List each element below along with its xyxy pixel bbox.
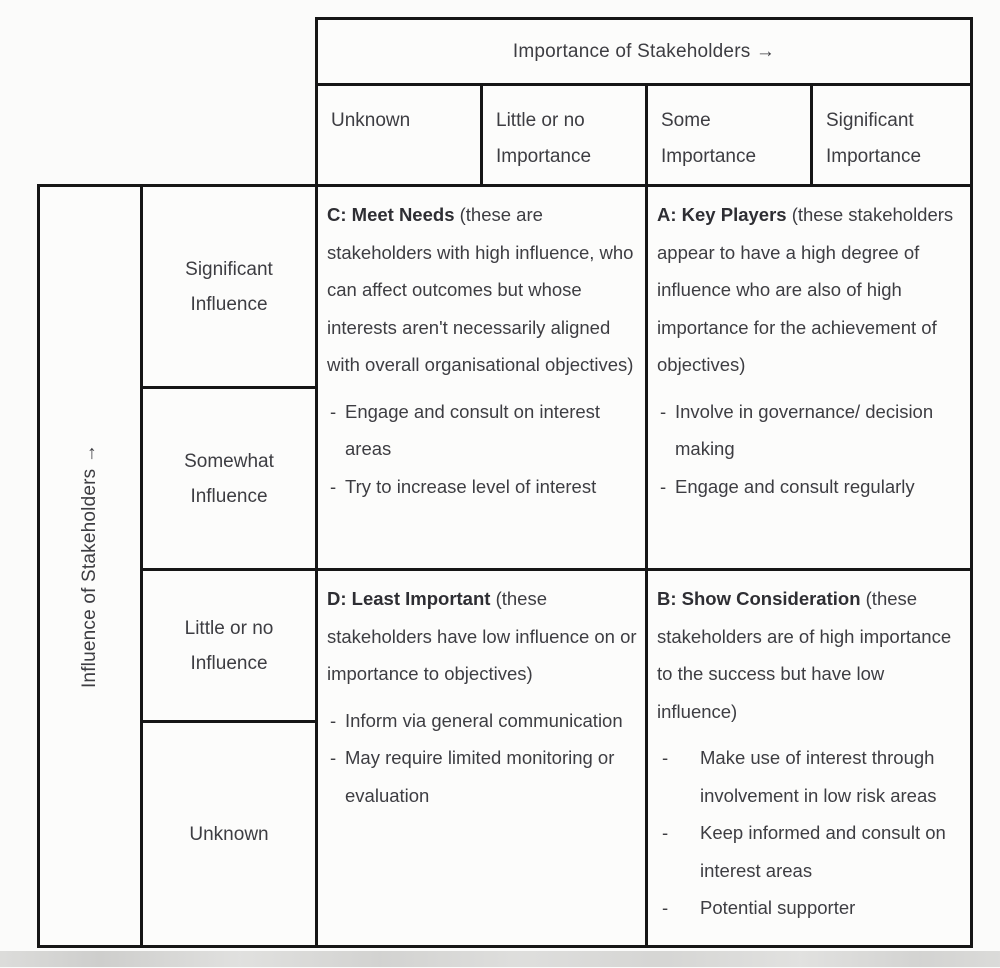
quadrant-d-title: D: Least Important xyxy=(327,588,491,609)
bullet-item xyxy=(327,468,637,506)
influence-axis-label: Influence of Stakeholders → xyxy=(79,443,101,689)
bullet-text: Inform via general communication xyxy=(345,709,623,731)
bullet-dash: - xyxy=(660,475,667,497)
quadrant-b-description: (these stakeholders are of high importance to the success but have low influence) xyxy=(657,588,952,722)
column-header-little-or-no-importance: Little or no Importance xyxy=(480,83,648,187)
bullet-dash: - xyxy=(660,400,667,422)
quadrant-c-text xyxy=(327,196,637,384)
bullet-text: May require limited monitoring or evaluation xyxy=(345,747,615,806)
quadrant-b-text xyxy=(657,580,962,730)
importance-axis-header: Importance of Stakeholders → xyxy=(315,17,973,86)
column-header-significant-importance: Significant Importance xyxy=(810,83,973,187)
quadrant-c-description: (these are stakeholders with high influence, who can affect outcomes but whose interests aren't necessarily aligned with overall organisational objectives) xyxy=(327,204,634,375)
bullet-text: Keep informed and consult on interest areas xyxy=(700,822,946,881)
bullet-item xyxy=(657,468,962,506)
quadrant-a-text xyxy=(657,196,962,384)
bullet-item xyxy=(327,702,637,740)
bullet-dash: - xyxy=(662,897,669,918)
quadrant-d-description: (these stakeholders have low influence on or importance to objectives) xyxy=(327,588,637,684)
bullet-dash: - xyxy=(330,709,337,731)
quadrant-b-bullets xyxy=(657,739,962,927)
bullet-text: Engage and consult regularly xyxy=(675,475,915,497)
scan-artifact-strip xyxy=(0,951,1000,967)
column-header-unknown: Unknown xyxy=(315,83,483,187)
bullet-item xyxy=(327,393,637,468)
bullet-text: Involve in governance/ decision making xyxy=(675,400,934,459)
quadrant-b-title: B: Show Consideration xyxy=(657,588,861,609)
quadrant-a-title: A: Key Players xyxy=(657,204,787,225)
bullet-item xyxy=(657,814,962,889)
influence-axis-header xyxy=(37,184,143,948)
bullet-item xyxy=(327,739,637,814)
row-header-significant-influence: Significant Influence xyxy=(140,184,318,389)
bullet-item xyxy=(657,889,962,927)
bullet-dash: - xyxy=(330,475,337,497)
quadrant-b-show-consideration xyxy=(645,568,973,948)
bullet-dash: - xyxy=(662,822,669,843)
bullet-text: Potential supporter xyxy=(700,897,856,918)
bullet-item xyxy=(657,739,962,814)
bullet-dash: - xyxy=(662,747,669,768)
row-header-little-or-no-influence: Little or no Influence xyxy=(140,568,318,723)
bullet-item xyxy=(657,393,962,468)
quadrant-d-least-important xyxy=(315,568,648,948)
quadrant-d-text xyxy=(327,580,637,693)
quadrant-c-meet-needs xyxy=(315,184,648,571)
row-header-somewhat-influence: Somewhat Influence xyxy=(140,386,318,571)
bullet-dash: - xyxy=(330,400,337,422)
quadrant-a-bullets xyxy=(657,393,962,506)
bullet-text: Make use of interest through involvement in low risk areas xyxy=(700,747,937,806)
column-header-some-importance: Some Importance xyxy=(645,83,813,187)
bullet-text: Engage and consult on interest areas xyxy=(345,400,601,459)
quadrant-c-title: C: Meet Needs xyxy=(327,204,455,225)
bullet-text: Try to increase level of interest xyxy=(345,475,597,497)
quadrant-a-key-players xyxy=(645,184,973,571)
quadrant-c-bullets xyxy=(327,393,637,506)
bullet-dash: - xyxy=(330,747,337,768)
quadrant-d-bullets xyxy=(327,702,637,815)
quadrant-a-description: (these stakeholders appear to have a high degree of influence who are also of high importance for the achievement of objectives) xyxy=(657,204,954,375)
row-header-unknown: Unknown xyxy=(140,720,318,948)
